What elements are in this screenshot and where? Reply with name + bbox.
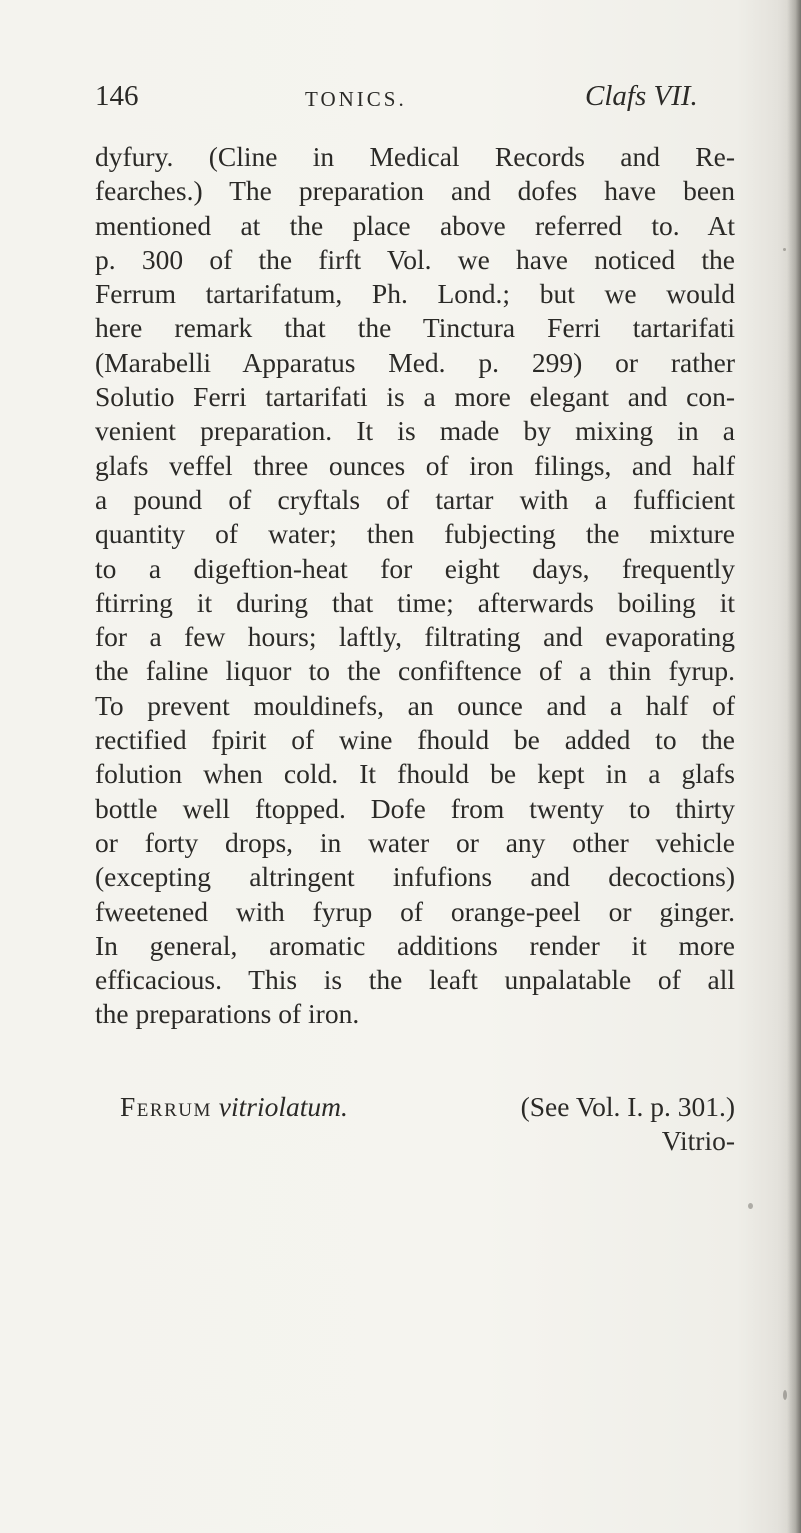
entry-reference: (See Vol. I. p. 301.): [520, 1091, 735, 1122]
text-line: quantity of water; then fubjecting the mixture: [95, 518, 735, 550]
text-line: ftirring it during that time; afterwards boiling it: [95, 586, 735, 618]
text-line: rectified fpirit of wine fhould be added to the: [95, 724, 735, 756]
text-line: In general, aromatic additions render it more: [95, 929, 735, 961]
text-line: for a few hours; laftly, filtrating and evaporating: [95, 621, 735, 653]
class-label: Clafs VII.: [585, 80, 698, 112]
text-line: or forty drops, in water or any other vehicle: [95, 826, 735, 858]
page-edge-shadow: [787, 0, 801, 1533]
text-line: p. 300 of the firft Vol. we have noticed the: [95, 243, 735, 275]
page-number: 146: [95, 80, 139, 112]
ink-speck: [783, 1390, 787, 1400]
running-head: [95, 80, 735, 124]
text-line: To prevent mouldinefs, an ounce and a half of: [95, 689, 735, 721]
text-line: Solutio Ferri tartarifati is a more elegant and con-: [95, 381, 735, 413]
entry-italic: vitriolatum.: [218, 1091, 348, 1122]
text-line: mentioned at the place above referred to. At: [95, 209, 735, 241]
text-line: (excepting altringent infufions and decoctions): [95, 861, 735, 893]
text-line: a pound of cryftals of tartar with a fufficient: [95, 483, 735, 515]
section-title: TONICS.: [305, 87, 407, 111]
text-line: here remark that the Tinctura Ferri tartarifati: [95, 312, 735, 344]
ink-speck: [783, 248, 786, 251]
entry-heading: [120, 1090, 735, 1124]
entry-head: Ferrum: [120, 1091, 212, 1122]
body-paragraph: [95, 140, 735, 1032]
text-line: to a digeftion-heat for eight days, frequently: [95, 552, 735, 584]
text-line: efficacious. This is the leaft unpalatable of all: [95, 964, 735, 996]
text-line: fweetened with fyrup of orange-peel or ginger.: [95, 895, 735, 927]
text-line: bottle well ftopped. Dofe from twenty to thirty: [95, 792, 735, 824]
text-line: the preparations of iron.: [95, 998, 360, 1030]
text-line: venient preparation. It is made by mixing in a: [95, 415, 735, 447]
text-line: Ferrum tartarifatum, Ph. Lond.; but we would: [95, 278, 735, 310]
ink-speck: [748, 1203, 753, 1209]
text-line: fearches.) The preparation and dofes have been: [95, 175, 735, 207]
catchword: Vitrio-: [661, 1125, 735, 1156]
text-line: the faline liquor to the confiftence of a thin fyrup.: [95, 655, 735, 687]
text-line: folution when cold. It fhould be kept in a glafs: [95, 758, 735, 790]
text-line: dyfury. (Cline in Medical Records and Re-: [95, 141, 735, 172]
text-line: glafs veffel three ounces of iron filings, and half: [95, 449, 735, 481]
text-line: (Marabelli Apparatus Med. p. 299) or rather: [95, 346, 735, 378]
